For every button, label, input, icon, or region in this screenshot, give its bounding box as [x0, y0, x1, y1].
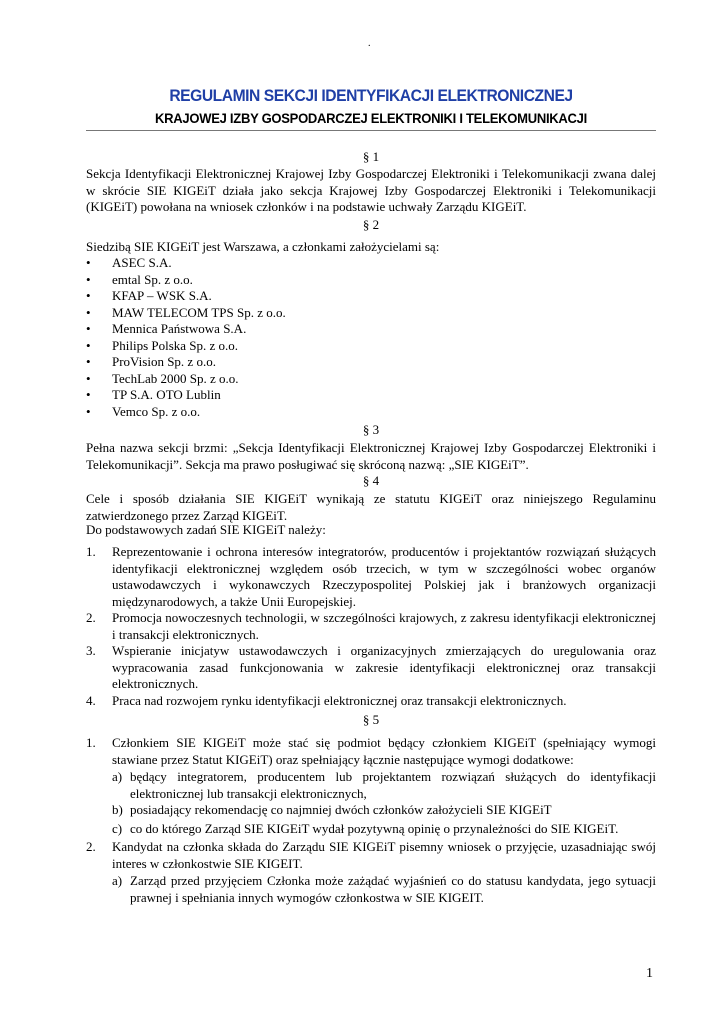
member-list-item: • Philips Polska Sp. z o.o.: [86, 337, 239, 353]
bullet-icon: •: [86, 387, 91, 402]
member-list-item: • emtal Sp. z o.o.: [86, 271, 193, 287]
bullet-icon: •: [86, 403, 91, 419]
page-number: 1: [646, 966, 653, 981]
section-5-heading: § 5: [362, 712, 380, 727]
document-title: REGULAMIN SEKCJI IDENTYFIKACJI ELEKTRONICZNEJ: [169, 86, 573, 105]
section-1-text: Sekcja Identyfikacji Elektronicznej Krajowej Izby Gospodarczej Elektroniki i Telekomunikacji zwana dalej w skrócie SIE KIGEiT działa jako sekcja Krajowej Izby Gospodarczej Elektroniki i Telekomunikacji (KIGEiT) powołana na wniosek członków i na podstawie uchwały Zarządu KIGEiT.: [86, 166, 656, 214]
section-4-intro: Do podstawowych zadań SIE KIGEiT należy:: [86, 522, 326, 537]
bullet-icon: •: [86, 370, 91, 386]
member-list-item: • MAW TELECOM TPS Sp. z o.o.: [86, 304, 286, 320]
member-list-item: • Mennica Państwowa S.A.: [86, 321, 247, 336]
bullet-icon: •: [86, 354, 91, 369]
section-4-text: Cele i sposób działania SIE KIGEiT wynikają ze statutu KIGEiT oraz niniejszego Regulaminu zatwierdzonego przez Zarząd KIGEiT.: [86, 491, 656, 523]
member-list-item: • KFAP – WSK S.A.: [86, 288, 212, 303]
bullet-icon: •: [86, 271, 91, 287]
bullet-icon: •: [86, 304, 91, 320]
section-2-heading: § 2: [362, 217, 380, 232]
document-subtitle: KRAJOWEJ IZBY GOSPODARCZEJ ELEKTRONIKI I TELEKOMUNIKACJI: [155, 110, 587, 126]
section-4-heading: § 4: [362, 473, 380, 488]
member-list-item: • ASEC S.A.: [86, 255, 172, 270]
section-2-intro: Siedzibą SIE KIGEiT jest Warszawa, a członkami założycielami są:: [86, 239, 440, 254]
bullet-icon: •: [86, 321, 91, 336]
member-list-item: • ProVision Sp. z o.o.: [86, 354, 216, 369]
member-list-item: • Vemco Sp. z o.o.: [86, 403, 201, 419]
section-3-heading: § 3: [362, 422, 380, 437]
header-divider: [86, 130, 656, 131]
member-list-item: • TP S.A. OTO Lublin: [86, 387, 221, 402]
member-list-item: • TechLab 2000 Sp. z o.o.: [86, 370, 239, 386]
section-1-heading: § 1: [362, 149, 380, 164]
bullet-icon: •: [86, 337, 91, 353]
bullet-icon: •: [86, 255, 91, 270]
bullet-icon: •: [86, 288, 91, 303]
header-dot: .: [368, 38, 371, 49]
section-3-text: Pełna nazwa sekcji brzmi: „Sekcja Identyfikacji Elektronicznej Krajowej Izby Gospodarczej Elektroniki i Telekomunikacji”. Sekcja ma prawo posługiwać się skróconą nazwą: „SIE KIGEiT”.: [86, 440, 656, 472]
document-page: . REGULAMIN SEKCJI IDENTYFIKACJI ELEKTRONICZNEJ KRAJOWEJ IZBY GOSPODARCZEJ ELEKTRONIKI I TELEKOMUNIKACJI § 1 Sekcja Identyfikacji Elektronicznej Krajowej Izby Gospodarczej Elektroniki i Telekomunikacji zwana dalej w skrócie SIE KIGEiT działa jako sekcja Krajowej Izby Gospodarczej Elektroniki i Telekomunikacji (KIGEiT) powołana na wniosek członków i na podstawie uchwały Zarządu KIGEiT. § 2 Siedzibą SIE KIGEiT jest Warszawa, a członkami założycielami są: • ASEC S.A. • emtal Sp. z o.o. • KFAP – WSK S.A. • MAW TELECOM TPS Sp. z o.o. • Mennica Państwowa S.A. • Philips Polska Sp. z o.o. • ProVision Sp. z o.o. • TechLab 2000 Sp. z o.o. • TP S.A. OTO Lublin • Vemco Sp. z o.o. § 3 Pełna nazwa sekcji brzmi: „Sekcja Identyfikacji Elektronicznej Krajowej Izby Gospodarczej Elektroniki i Telekomunikacji”. Sekcja ma prawo posługiwać się skróconą nazwą: „SIE KIGEiT”. § 4 Cele i sposób działania SIE KIGEiT wynikają ze statutu KIGEiT oraz niniejszego Regulaminu zatwierdzonego przez Zarząd KIGEiT. Do podstawowych zadań SIE KIGEiT należy: 1. Reprezentowanie i ochrona interesów integratorów, producentów i projektantów rozwiązań służących identyfikacji elektronicznej względem osób trzecich, w tym w szczególności wobec organów ustawodawczych i wykonawczych Rzeczypospolitej Polskiej jak i branżowych organizacji międzynarodowych, a także Unii Europejskiej. 2. Promocja nowoczesnych technologii, w szczególności krajowych, z zakresu identyfikacji elektronicznej i transakcji elektronicznych. 3. Wspieranie inicjatyw ustawodawczych i organizacyjnych zmierzających do uregulowania oraz wypracowania zasad funkcjonowania w zakresie identyfikacji elektronicznej oraz transakcji elektronicznych. 4. Praca nad rozwojem rynku identyfikacji elektronicznej oraz transakcji elektronicznych. § 5 1. Członkiem SIE KIGEiT może stać się podmiot będący członkiem KIGEiT (spełniający wymogi stawiane przez Statut KIGEiT) oraz spełniający łącznie następujące wymogi dodatkowe: a) będący integratorem, producentem lub projektantem rozwiązań służących do identyfikacji elektronicznej lub transakcji elektronicznych, b) posiadający rekomendację co najmniej dwóch członków założycieli SIE KIGEiT c) co do którego Zarząd SIE KIGEiT wydał pozytywną opinię o przynależności do SIE KIGEiT. 2. Kandydat na członka składa do Zarządu SIE KIGEiT pisemny wniosek o przyjęcie, uzasadniając swój interes w członkostwie SIE KIGEIT. a) Zarząd przed przyjęciem Członka może zażądać wyjaśnień co do statusu kandydata, jego sytuacji prawnej i spełniania innych wymogów członkostwa w SIE KIGEIT. 1: [86, 38, 656, 981]
